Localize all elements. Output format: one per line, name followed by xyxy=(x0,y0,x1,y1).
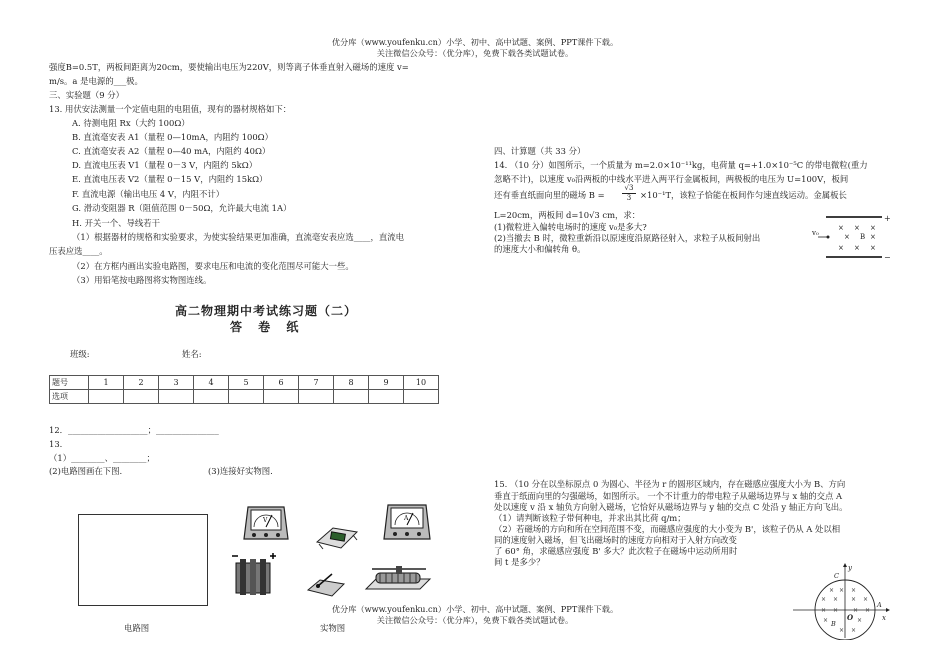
q15-line-6: 同的速度射入磁场，但飞出磁场时的速度方向相对于入射方向改变 xyxy=(494,535,737,545)
x-axis-label: x xyxy=(882,614,886,622)
section-3-heading: 三、实验题（9 分） xyxy=(49,90,124,100)
cross-mark: × xyxy=(838,244,844,252)
cross-mark: × xyxy=(854,244,860,252)
answer-cell[interactable] xyxy=(229,390,264,404)
point-a-label: A xyxy=(877,601,882,609)
q15-line-7: 了 60° 角，求磁感应强度 B' 多大？此次粒子在磁场中运动所用时 xyxy=(494,546,738,556)
q13-sub2: （2）在方框内画出实验电路图，要求电压和电流的变化范围尽可能大一些。 xyxy=(72,261,354,271)
option-g: G. 滑动变阻器 R（阻值范围 0－50Ω，允许最大电流 1A） xyxy=(72,203,292,213)
b-label: B xyxy=(860,233,866,241)
footer-line-2: 关注微信公众号：（优分库），免费下载各类试题试卷。 xyxy=(376,615,574,625)
cross-mark: × xyxy=(870,233,876,241)
answer-cell[interactable] xyxy=(264,390,299,404)
q14-line-3b: ×10⁻¹T，该粒子恰能在板间作匀速直线运动。金属板长 xyxy=(640,190,847,200)
cross-mark: × xyxy=(857,617,863,624)
table-cell: 3 xyxy=(159,376,194,390)
q14-question-2a: (2)当撤去 B 时，微粒重新沿以原速度沿原路径射入，求粒子从板间射出 xyxy=(494,233,761,243)
q15-line-1: 15. （10 分在以坐标原点 0 为圆心、半径为 r 的圆形区域内，存在磁感应强度大小为 B、方向 xyxy=(494,479,846,489)
answer-12: 12．___________________；_______________ xyxy=(49,425,219,435)
q15-line-5: （2）若磁场的方向和所在空间范围不变，而磁感应强度的大小变为 B'，该粒子仍从 A 处以相 xyxy=(494,524,841,534)
option-b: B. 直流毫安表 A1（量程 0—10mA，内阻约 100Ω） xyxy=(72,132,273,142)
answer-cell[interactable] xyxy=(124,390,159,404)
table-cell: 5 xyxy=(229,376,264,390)
table-cell: 1 xyxy=(89,376,124,390)
rheostat-icon[interactable] xyxy=(362,563,434,599)
option-h: H. 开关一个、导线若干 xyxy=(72,218,161,228)
parallel-plates-figure xyxy=(808,212,892,262)
cross-mark: × xyxy=(853,607,859,614)
cross-mark: × xyxy=(851,587,857,594)
y-axis-label: y xyxy=(848,564,852,572)
cross-mark: × xyxy=(844,233,850,241)
ammeter-label: A xyxy=(404,515,409,522)
name-label: 姓名: xyxy=(182,349,202,359)
real-caption: 实物图 xyxy=(320,623,346,633)
header-line-1: 优分库（www.youfenku.cn）小学、初中、高中试题、案例、PPT课件下载。 xyxy=(331,37,619,47)
row-label-option: 选项 xyxy=(50,390,89,404)
q14-question-2b: 的速度大小和偏转角 θ。 xyxy=(494,244,586,254)
cross-mark: × xyxy=(821,596,827,603)
answer-13-3: (3)连接好实物图. xyxy=(208,466,273,476)
q12-continued-2: m/s。a 是电源的___极。 xyxy=(49,76,143,86)
fraction-denominator: 3 xyxy=(626,193,632,202)
answer-sheet-title: 高二物理期中考试练习题（二） xyxy=(175,304,358,318)
table-cell: 7 xyxy=(299,376,334,390)
option-f: F. 直流电源（输出电压 4 V，内阻不计） xyxy=(72,189,225,199)
cross-mark: × xyxy=(870,224,876,232)
answer-cell[interactable] xyxy=(369,390,404,404)
switch-icon[interactable] xyxy=(306,568,346,598)
table-cell: 10 xyxy=(404,376,439,390)
table-cell: 2 xyxy=(124,376,159,390)
v0-label: v₀ xyxy=(812,229,819,237)
table-cell: 8 xyxy=(334,376,369,390)
option-d: D. 直流电压表 V1（量程 0－3 V，内阻约 5kΩ） xyxy=(72,160,258,170)
q13-sub3: （3）用铅笔按电路图将实物图连线。 xyxy=(72,275,212,285)
option-e: E. 直流电压表 V2（量程 0－15 V，内阻约 15kΩ） xyxy=(72,174,268,184)
cross-mark: × xyxy=(854,224,860,232)
table-row xyxy=(50,390,439,404)
voltmeter-icon[interactable] xyxy=(240,501,290,543)
answer-cell[interactable] xyxy=(89,390,124,404)
cross-mark: × xyxy=(851,596,857,603)
answer-sheet-subtitle: 答 卷 纸 xyxy=(230,320,305,334)
header-line-2: 关注微信公众号：（优分库），免费下载各类试题试卷。 xyxy=(376,48,574,58)
minus-sign: − xyxy=(884,253,891,262)
q15-line-2: 垂直于纸面向里的匀强磁场，如图所示。 一个不计重力的带电粒子从磁场边界与 x 轴的交点 A xyxy=(494,491,843,501)
plus-sign: + xyxy=(884,214,891,223)
answer-13-1: （1）________、________； xyxy=(49,453,155,463)
q15-line-3: 处以速度 v 沿 x 轴负方向射入磁场，它恰好从磁场边界与 y 轴的交点 C 处沿 y 轴正方向飞出。 xyxy=(494,502,848,512)
cross-mark: × xyxy=(851,627,857,634)
table-cell: 9 xyxy=(369,376,404,390)
q14-fraction xyxy=(622,184,636,203)
q15-line-4: （1）请判断该粒子带何种电，并求出其比荷 q/m； xyxy=(494,513,686,523)
answer-13-2: (2)电路图画在下图. xyxy=(49,466,123,476)
cross-mark: × xyxy=(838,224,844,232)
answer-cell[interactable] xyxy=(159,390,194,404)
cross-mark: × xyxy=(839,587,845,594)
q13-sub1-line1: （1）根据器材的规格和实验要求，为使实验结果更加准确，直流毫安表应选____，直流电 xyxy=(72,232,404,242)
circuit-drawing-box[interactable] xyxy=(78,514,208,606)
table-row xyxy=(50,376,439,390)
q13-stem: 13. 用伏安法测量一个定值电阻的电阻值，现有的器材规格如下： xyxy=(49,104,292,114)
cross-mark: × xyxy=(821,607,827,614)
q14-line-4: L=20cm，两板间 d=10√3 cm，求： xyxy=(494,210,641,220)
cross-mark: × xyxy=(863,596,869,603)
q12-continued-1: 强度B=0.5T，两板间距离为20cm，要使输出电压为220V，则等离子体垂直射入磁场的速度 v= xyxy=(49,62,409,72)
class-label: 班级: xyxy=(70,349,90,359)
footer-line-1: 优分库（www.youfenku.cn）小学、初中、高中试题、案例、PPT课件下载。 xyxy=(331,604,619,614)
cross-mark: × xyxy=(823,617,829,624)
voltmeter-label: V xyxy=(263,517,268,524)
option-a: A. 待测电阻 Rx（大约 100Ω） xyxy=(72,118,190,128)
answer-cell[interactable] xyxy=(299,390,334,404)
battery-icon[interactable] xyxy=(232,553,278,599)
row-label-number: 题号 xyxy=(50,376,89,390)
answer-13-label: 13. xyxy=(49,439,63,449)
answer-cell[interactable] xyxy=(334,390,369,404)
table-cell: 4 xyxy=(194,376,229,390)
answer-cell[interactable] xyxy=(194,390,229,404)
cross-mark: × xyxy=(833,596,839,603)
circuit-caption: 电路图 xyxy=(124,623,150,633)
q14-line-3a: 还有垂直纸面向里的磁场 B = xyxy=(494,190,605,200)
origin-label: O xyxy=(847,613,854,622)
fraction-numerator: √3 xyxy=(622,184,636,194)
magnetic-circle-figure xyxy=(793,562,893,640)
cross-mark: × xyxy=(833,607,839,614)
section-4-heading: 四、计算题（共 33 分） xyxy=(494,146,586,156)
answer-table xyxy=(49,375,439,404)
cross-mark: × xyxy=(865,607,871,614)
cross-mark: × xyxy=(829,587,835,594)
resistor-icon[interactable] xyxy=(313,522,359,552)
answer-cell[interactable] xyxy=(404,390,439,404)
table-cell: 6 xyxy=(264,376,299,390)
q14-line-2: 忽略不计)，以速度 v₀沿两板的中线水平进入两平行金属板间，两极板的电压为 U=100V，板间 xyxy=(494,174,849,184)
option-c: C. 直流毫安表 A2（量程 0—40 mA，内阻约 40Ω） xyxy=(72,146,271,156)
q15-line-8: 间 t 是多少？ xyxy=(494,557,545,567)
cross-mark: × xyxy=(839,627,845,634)
q14-line-1: 14. （10 分）如图所示，一个质量为 m=2.0×10⁻¹¹kg，电荷量 q=+1.0×10⁻⁵C 的带电微粒(重力 xyxy=(494,160,868,170)
ammeter-icon[interactable] xyxy=(380,499,432,543)
point-c-label: C xyxy=(834,572,839,580)
q13-sub1-line2: 压表应选____。 xyxy=(49,246,108,256)
q14-question-1: (1)微粒进入偏转电场时的速度 v₀是多大? xyxy=(494,222,647,232)
cross-mark: × xyxy=(870,244,876,252)
b-label: B xyxy=(831,620,836,628)
